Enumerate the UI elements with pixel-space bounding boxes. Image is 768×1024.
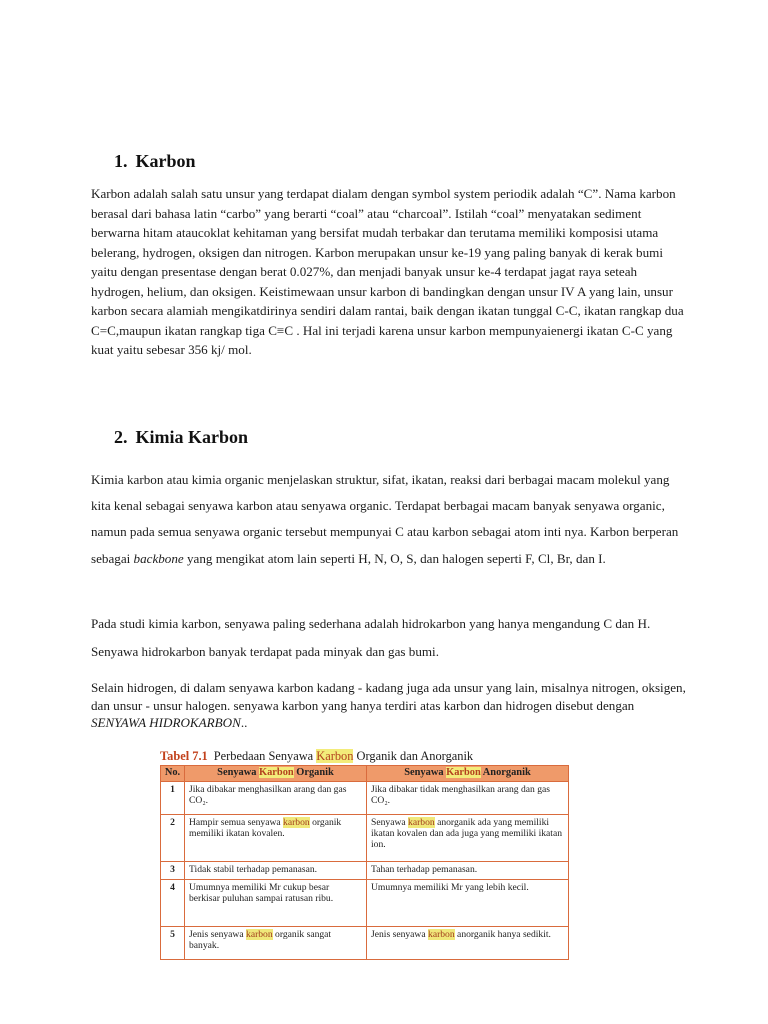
table-row (161, 815, 569, 862)
cell-anorganik: Tahan terhadap pemanasan. (367, 862, 569, 880)
table-caption-text: Organik dan Anorganik (353, 749, 474, 763)
table-row (161, 880, 569, 927)
row-number: 1 (161, 782, 185, 815)
cell-organik: Umumnya memiliki Mr cukup besar berkisar puluhan sampai ratusan ribu. (185, 880, 367, 927)
cell-text: anorganik ada yang memiliki ikatan kovalen dan ada juga yang memiliki ikatan ion. (371, 817, 563, 850)
kimia-karbon-paragraph-2 (91, 610, 687, 665)
section-heading-karbon (114, 151, 196, 172)
cell-text: Hampir semua senyawa (189, 817, 284, 828)
highlighted-term: Karbon (259, 767, 294, 778)
table-header-row (161, 766, 569, 782)
header-text: Senyawa (217, 767, 260, 778)
cell-anorganik: Umumnya memiliki Mr yang lebih kecil. (367, 880, 569, 927)
cell-text: Jenis senyawa (371, 929, 429, 940)
table-caption (160, 747, 568, 765)
comparison-table (160, 765, 569, 960)
table-caption-text: Perbedaan Senyawa (213, 749, 317, 763)
cell-text: organik sangat banyak. (189, 929, 332, 951)
highlighted-term: karbon (246, 929, 273, 940)
header-organik (185, 766, 367, 782)
kimia-karbon-paragraph-3 (91, 679, 687, 732)
header-anorganik (367, 766, 569, 782)
italic-term: SENYAWA HIDROKARBON (91, 715, 241, 730)
italic-term: backbone (133, 550, 184, 566)
highlighted-term: Karbon (446, 767, 481, 778)
table-row (161, 927, 569, 960)
section-title: Karbon (135, 151, 196, 171)
cell-anorganik (367, 815, 569, 862)
row-number: 3 (161, 862, 185, 880)
highlighted-term: karbon (428, 929, 455, 940)
section-number: 2. (114, 427, 128, 447)
table-caption-number: Tabel 7.1 (160, 749, 208, 763)
highlighted-term: Karbon (316, 749, 354, 763)
paragraph-text: yang mengikat atom lain seperti H, N, O, S, dan halogen seperti F, Cl, Br, dan I. (183, 550, 606, 566)
cell-text: anorganik hanya sedikit. (454, 929, 551, 940)
paragraph-text: .. (240, 715, 248, 730)
header-no: No. (161, 766, 185, 782)
cell-text: organik memiliki ikatan kovalen. (189, 817, 342, 839)
table-row (161, 862, 569, 880)
section-heading-kimia-karbon (114, 427, 248, 448)
cell-anorganik (367, 927, 569, 960)
cell-organik (185, 927, 367, 960)
row-number: 5 (161, 927, 185, 960)
paragraph-text: Selain hidrogen, di dalam senyawa karbon kadang - kadang juga ada unsur yang lain, misalnya nitrogen, oksigen, dan unsur - unsur halogen. senyawa karbon yang hanya terdiri atas karbon dan hidrogen disebut dengan (91, 680, 686, 713)
row-number: 4 (161, 880, 185, 927)
section-number: 1. (114, 151, 128, 171)
kimia-karbon-paragraph-1 (91, 467, 683, 572)
cell-organik: Tidak stabil terhadap pemanasan. (185, 862, 367, 880)
cell-text: Jenis senyawa (189, 929, 247, 940)
karbon-paragraph (91, 184, 687, 360)
highlighted-term: karbon (408, 817, 435, 828)
section-title: Kimia Karbon (135, 427, 249, 447)
cell-anorganik: Jika dibakar tidak menghasilkan arang dan gas CO₂. (367, 782, 569, 815)
cell-organik: Jika dibakar menghasilkan arang dan gas CO₂. (185, 782, 367, 815)
cell-organik (185, 815, 367, 862)
table-row (161, 782, 569, 815)
karbon-paragraph-text: Karbon adalah salah satu unsur yang terdapat dialam dengan symbol system periodik adalah “C”. Nama karbon berasal dari bahasa latin “carbo” yang berarti “coal” atau “charcoal”. Istilah “coal” menyatakan sediment berwarna hitam ataucoklat kehitaman yang bersifat mudah terbakar dan terutama memiliki komposisi utama belerang, hydrogen, oksigen dan nitrogen. Karbon merupakan unsur ke-19 yang paling banyak di kerak bumi yaitu dengan presentase dengan berat 0.027%, dan menjadi banyak unsur ke-4 terdapat jagat raya seteah hydrogen, helium, dan oksigen. Keistimewaan unsur karbon di bandingkan dengan unsur IV A yang lain, unsur karbon secara alamiah mengikatdirinya sendiri dalam rantai, baik dengan ikatan tunggal C-C, ikatan rangkap dua C=C,maupun ikatan rangkap tiga C≡C . Hal ini terjadi karena unsur karbon mempunyaienergi ikatan C-C yang kuat yaitu sebesar 356 kj/ mol. (91, 186, 684, 357)
paragraph-text: Pada studi kimia karbon, senyawa paling sederhana adalah hidrokarbon yang hanya mengandung C dan H. Senyawa hidrokarbon banyak terdapat pada minyak dan gas bumi. (91, 616, 651, 659)
header-text: Senyawa (404, 767, 447, 778)
header-text: Organik (293, 767, 334, 778)
paragraph-text: Kimia karbon atau kimia organic menjelaskan struktur, sifat, ikatan, reaksi dari berbagai macam molekul yang kita kenal sebagai senyawa karbon atau senyawa organic. Terdapat berbagai macam banyak senyawa organic, namun pada semua senyawa organic tersebut mempunyai C atau karbon sebagai atom inti nya. Karbon berperan sebagai (91, 472, 679, 566)
header-text: Anorganik (480, 767, 531, 778)
row-number: 2 (161, 815, 185, 862)
cell-text: Senyawa (371, 817, 409, 828)
highlighted-term: karbon (283, 817, 310, 828)
comparison-table-figure (160, 747, 568, 969)
